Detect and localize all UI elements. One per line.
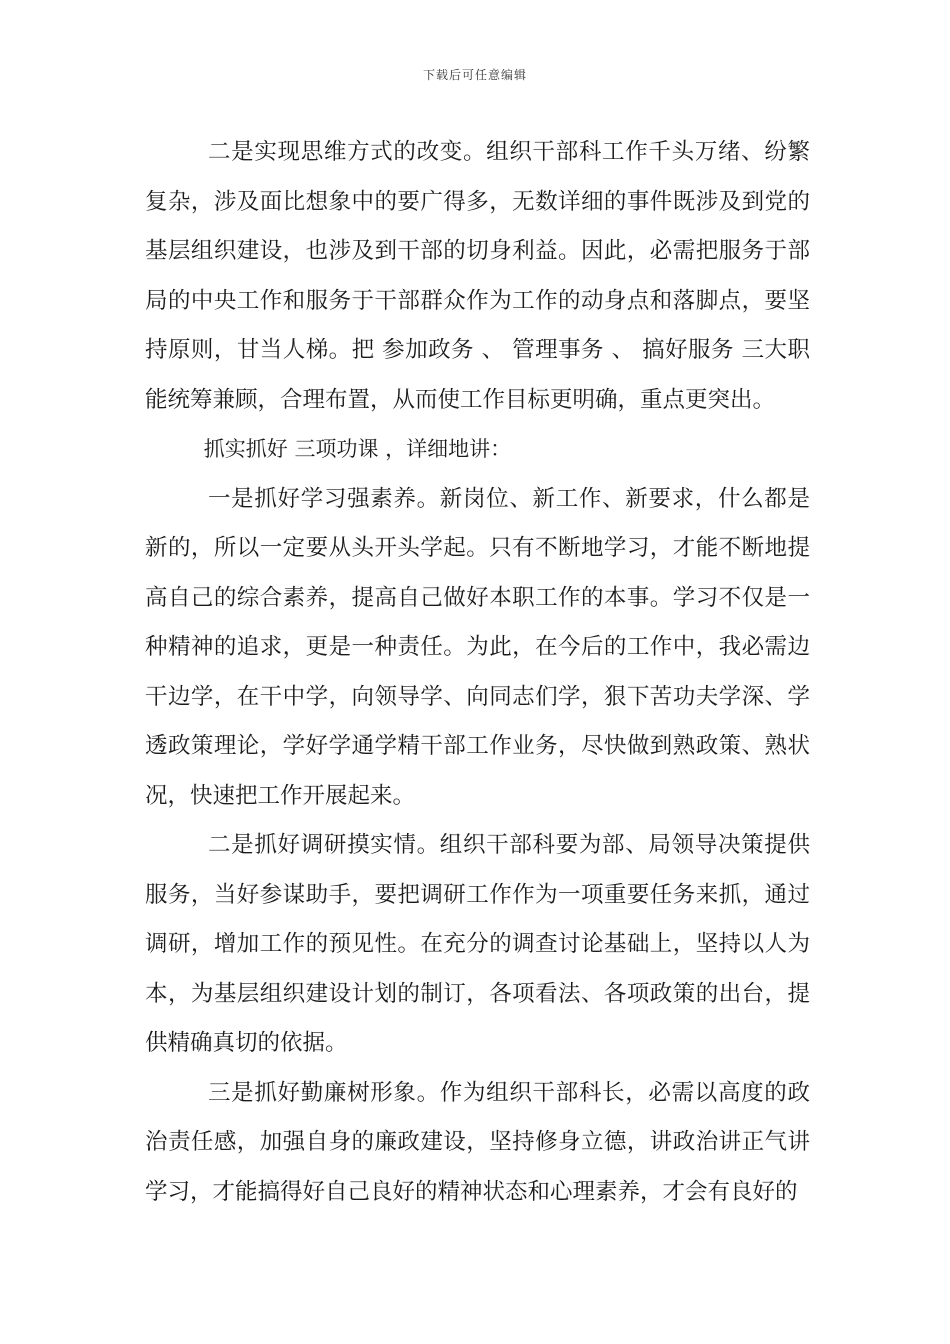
- paragraph-thinking-change: 二是实现思维方式的改变。组织干部科工作千头万绪、纷繁复杂，涉及面比想象中的要广得多，无数详细的事件既涉及到党的基层组织建设，也涉及到干部的切身利益。因此，必需把服务于部局的中央工作和服务于干部群众作为工作的动身点和落脚点，要坚持原则，甘当人梯。把 参加政务 、 管理事务 、 搞好服务 三大职能统筹兼顾，合理布置，从而使工作目标更明确，重点更突出。: [145, 139, 810, 413]
- paragraph-three-lessons-intro: 抓实抓好 三项功课 ，详细地讲：: [203, 437, 512, 461]
- paragraph-research: 二是抓好调研摸实情。组织干部科要为部、局领导决策提供服务，当好参谋助手，要把调研工作作为一项重要任务来抓，通过调研，增加工作的预见性。在充分的调查讨论基础上，坚持以人为本，为基层组织建设计划的制订，各项看法、各项政策的出台，提供精确真切的依据。: [145, 832, 810, 1056]
- paragraph-study: 一是抓好学习强素养。新岗位、新工作、新要求，什么都是新的，所以一定要从头开头学起。只有不断地学习，才能不断地提高自己的综合素养，提高自己做好本职工作的本事。学习不仅是一种精神的追求，更是一种责任。为此，在今后的工作中，我必需边干边学，在干中学，向领导学、向同志们学，狠下苦功夫学深、学透政策理论，学好学通学精干部工作业务，尽快做到熟政策、熟状况，快速把工作开展起来。: [145, 485, 810, 809]
- page-header: 下载后可任意编辑: [422, 68, 527, 82]
- paragraph-integrity: 三是抓好勤廉树形象。作为组织干部科长，必需以高度的政治责任感，加强自身的廉政建设，坚持修身立德，讲政治讲正气讲学习，才能搞得好自己良好的精神状态和心理素养，才会有良好的: [145, 1079, 810, 1205]
- document-body: [145, 128, 810, 1217]
